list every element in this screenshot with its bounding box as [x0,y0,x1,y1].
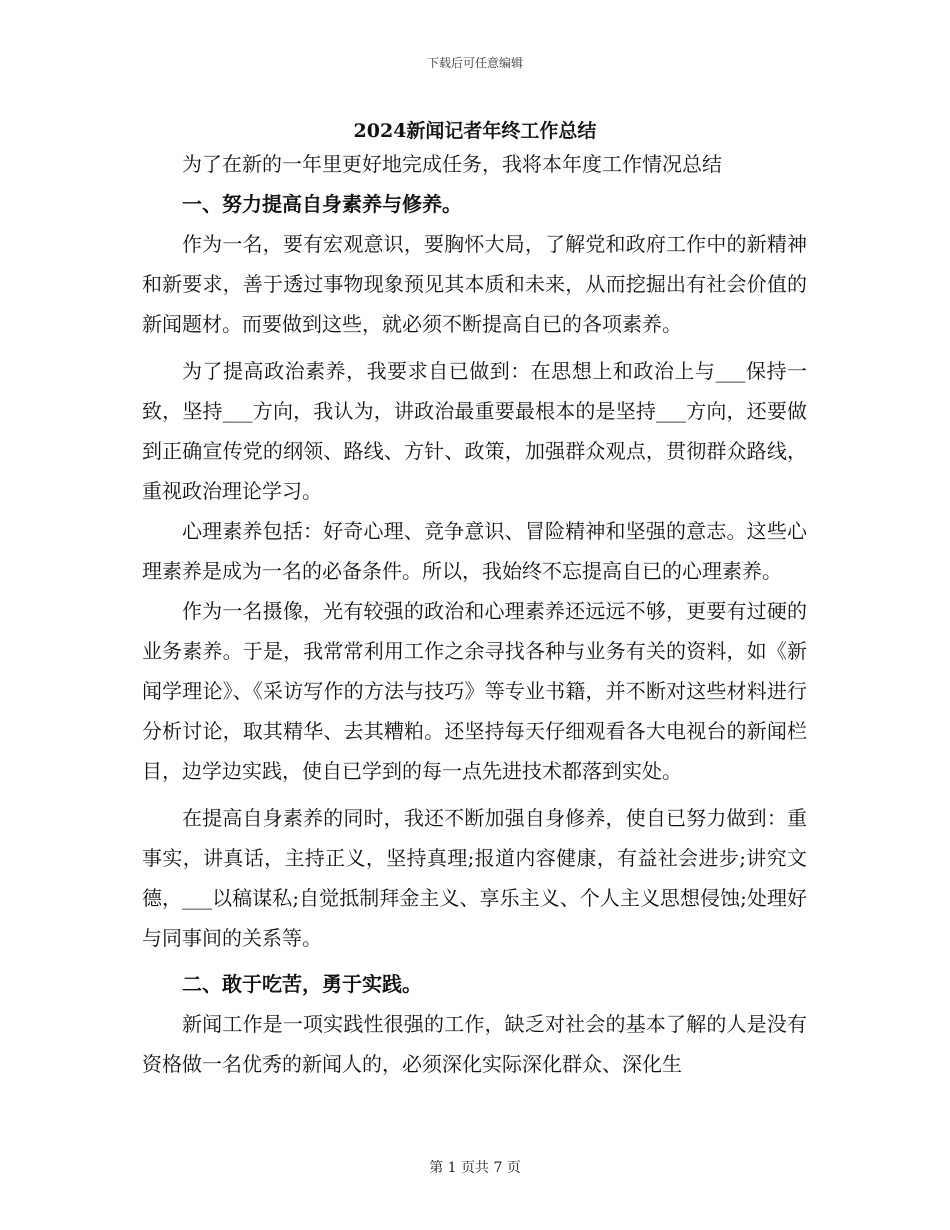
header-note: 下载后可任意编辑 [426,56,523,70]
body-paragraph: 作为一名摄像，光有较强的政治和心理素养还远远不够，更要有过硬的业务素养。于是，我常常利用工作之余寻找各种与业务有关的资料，如《新闻学理论》、《采访写作的方法与技巧》等专业书籍，并不断对这些材料进行分析讨论，取其精华、去其糟粕。还坚持每天仔细观看各大电视台的新闻栏目，边学边实践，使自已学到的每一点先进技术都落到实处。 [142,599,807,783]
body-paragraph: 心理素养包括：好奇心理、竞争意识、冒险精神和坚强的意志。这些心理素养是成为一名的必备条件。所以，我始终不忘提高自已的心理素养。 [142,519,807,583]
body-paragraph: 作为一名，要有宏观意识，要胸怀大局，了解党和政府工作中的新精神和新要求，善于透过事物现象预见其本质和未来，从而挖掘出有社会价值的新闻题材。而要做到这些，就必须不断提高自已的各项素养。 [142,232,807,336]
document-body [142,144,807,1084]
body-paragraph: 新闻工作是一项实践性很强的工作，缺乏对社会的基本了解的人是没有资格做一名优秀的新闻人的，必须深化实际深化群众、深化生 [142,1012,807,1076]
document-title: 2024新闻记者年终工作总结 [353,120,597,142]
section-heading-1: 一、努力提高自身素养与修养。 [182,192,462,216]
body-paragraph: 为了提高政治素养，我要求自已做到：在思想上和政治上与___保持一致，坚持___方向，我认为，讲政治最重要最根本的是坚持___方向，还要做到正确宣传党的纲领、路线、方针、政策，加强群众观点，贯彻群众路线，重视政治理论学习。 [142,359,807,503]
body-paragraph: 在提高自身素养的同时，我还不断加强自身修养，使自已努力做到：重事实，讲真话，主持正义，坚持真理;报道内容健康，有益社会进步;讲究文德，___以稿谋私;自觉抵制拜金主义、享乐主义、个人主义思想侵蚀;处理好与同事间的关系等。 [142,806,807,950]
intro-paragraph: 为了在新的一年里更好地完成任务，我将本年度工作情况总结 [182,152,722,176]
section-heading-2: 二、敢于吃苦，勇于实践。 [182,972,422,996]
page-footer: 第 1 页共 7 页 [429,1160,521,1176]
